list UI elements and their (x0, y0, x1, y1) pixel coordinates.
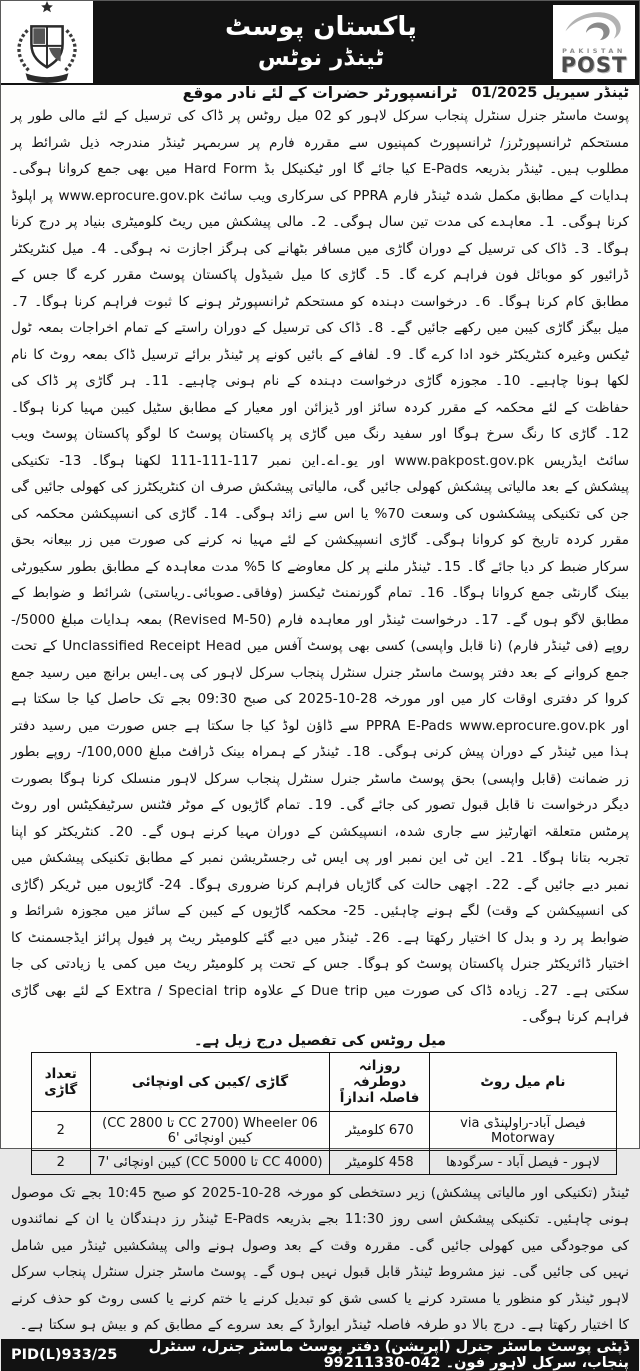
table-row (32, 1150, 617, 1174)
footer-pid-number: PID(L)933/25 (11, 1346, 118, 1363)
table-cell: 2 (32, 1150, 91, 1174)
table-cell: 458 کلومیٹر (330, 1150, 429, 1174)
routes-table (31, 1052, 617, 1175)
pakistan-post-logo (553, 5, 635, 79)
page-subtitle: ٹینڈر نوٹس (257, 44, 385, 71)
footer-office-text: ڈپٹی پوسٹ ماسٹر جنرل (آپریشن) دفتر پوسٹ ماسٹر جنرل، سنٹرل پنجاب، سرکل لاہور فون۔ 042-99211330 (148, 1338, 629, 1371)
meta-line (1, 85, 639, 101)
logo-brand-top: PAKISTAN (562, 47, 626, 55)
swan-swirl-icon (561, 8, 627, 46)
table-cell: فیصل آباد-راولپنڈی via Motorway (429, 1111, 616, 1150)
closing-paragraph: ٹینڈر (تکنیکی اور مالیاتی پیشکش) زیر دستخطی کو مورخہ 28-10-2025 کو صبح 10:45 بجے تک موصول ہونی چاہئیں۔ تکنیکی پیشکش اسی روز 11:30 بجے بذریعہ E-Pads ٹینڈر رز دہندگان یا ان کے نمائندوں کی موجودگی میں کھولی جائیں گی۔ مقررہ وقت کے بعد وصول ہونے والی پیشکشیں ٹینڈر میں شامل نہیں کی جائیں گی۔ نیز مشروط ٹینڈر قابل قبول نہیں ہوں گے۔ پوسٹ ماسٹر جنرل سنٹرل پنجاب سرکل لاہور ٹینڈر کو منظور یا مسترد کرنے یا کسی شق کو تبدیل کرنے یا ختم کرنے یا کسی روٹ کو حذف کرنے کا اختیار رکھتا ہے۔ درج بالا دو طرفہ فاصلہ ٹینڈر ایوارڈ کے بعد سروے کے مطابق کم و بیش ہو سکتا ہے۔ (11, 1184, 630, 1333)
government-emblem-box (1, 1, 93, 83)
table-row (32, 1111, 617, 1150)
headline: ٹرانسپورٹر حضرات کے لئے نادر موقع (182, 84, 458, 102)
tender-serial: ٹینڈر سیریل 01/2025 (471, 85, 629, 101)
title-banner (93, 1, 549, 83)
page-title: پاکستان پوسٹ (225, 12, 417, 43)
footer-bar (1, 1339, 639, 1371)
logo-brand-bottom: POST (560, 53, 628, 77)
col-route-name: نام میل روٹ (429, 1052, 616, 1111)
routes-table-intro: میل روٹس کی تفصیل درج زیل ہے۔ (193, 1032, 447, 1049)
table-header-row (32, 1052, 617, 1111)
tender-conditions-paragraph: پوسٹ ماسٹر جنرل سنٹرل پنجاب سرکل لاہور کو 02 میل روٹس پر ڈاک کی ترسیل کے لئے مالی طور پر مستحکم ٹرانسپورٹرز/ ٹرانسپورٹ کمپنیوں سے مقررہ فارم پر سربمہر ٹینڈر مندرجہ ذیل شرائط پر مطلوب ہیں۔ ٹینڈر بذریعہ E-Pads کیا جائے گا اور ٹیکنیکل بڈ Hard Form میں بھی جمع کروانا ہوگی۔ ہدایات کے مطابق مکمل شدہ ٹینڈر فارم PPRA کی سرکاری ویب سائٹ www.eprocure.gov.pk پر اپلوڈ کرنا ہوگی۔ 1۔ معاہدے کی مدت تین سال ہوگی۔ 2۔ مالی پیشکش میں ریٹ کلومیٹری بنیاد پر درج کرنا ہوگا۔ 3۔ ڈاک کی ترسیل کے دوران گاڑی میں مسافر بٹھانے کی ہرگز اجازت نہ ہوگی۔ 4۔ میل کنٹریکٹر ڈرائیور کو موبائل فون فراہم کرے گا۔ 5۔ گاڑی کا میل شیڈول پاکستان پوسٹ مقرر کرے گا جس کے مطابق کام کرنا ہوگا۔ 6۔ درخواست دہندہ کو مستحکم ٹرانسپورٹر ہونے کا ثبوت فراہم کرنا ہوگا۔ 7۔ میل بیگز گاڑی کیبن میں رکھے جائیں گے۔ 8۔ ڈاک کی ترسیل کے دوران راستے کے تمام اخراجات بمعہ ٹول ٹیکس وغیرہ کنٹریکٹر خود ادا کرے گا۔ 9۔ لفافے کے بائیں کونے پر ٹینڈر برائے ترسیل ڈاک بمعہ روٹ کا نام لکھا ہونا چاہیے۔ 10۔ مجوزہ گاڑی درخواست دہندہ کے نام ہونی چاہیے۔ 11۔ ہر گاڑی پر ڈاک کی حفاظت کے لئے محکمہ کے مقرر کردہ سائز اور ڈیزائن اور معیار کے مطابق سٹیل کیبن مہیا کرنا ہوگا۔ 12۔ گاڑی کا رنگ سرخ ہوگا اور سفید رنگ میں گاڑی پر پاکستان پوسٹ کا لوگو پاکستان پوسٹ ویب سائٹ ایڈریس www.pakpost.gov.pk اور یو۔اے۔این نمبر 117-111-111 لکھنا ہوگا۔ 13- تکنیکی پیشکش کے بعد مالیاتی پیشکش کھولی جائیں گی، مالیاتی پیشکش صرف ان کنٹریکٹرز کی کھولی جائیں گی جن کی تکنیکی پیشکشوں کی وسعت 70% یا اس سے زائد ہوگی۔ 14۔ گاڑی کی انسپیکشن محکمہ کی مقرر کردہ تاریخ کو کروانا ہوگی۔ گاڑی انسپیکشن کے لئے مہیا نہ کرنے کی صورت میں زر بیعانہ بحق سرکار ضبط کر دیا جائے گا۔ 15۔ ٹینڈر ملنے پر کل معاوضے کا 5% مدت معاہدہ کے مطابق بطور سکیورٹی بینک گارنٹی جمع کروانا ہوگا۔ 16۔ تمام گورنمنٹ ٹیکسز (وفاقی۔صوبائی۔ریاستی) شرائط و ضوابط کے مطابق لاگو ہوں گے۔ 17۔ درخواست ٹینڈر اور معاہدہ فارم (Revised M-50) بمعہ ہدایات مبلغ 5000/- روپے (فی ٹینڈر فارم) (نا قابل واپسی) کسی بھی پوسٹ آفس میں Unclassified Receipt Head کے تحت جمع کروانے کے بعد دفتر پوسٹ ماسٹر جنرل سنٹرل پنجاب سرکل لاہور کی پی۔ایس برانچ میں رسید جمع کروا کر دفتری اوقات کار میں اور مورخہ 28-10-2025 کی صبح 09:30 بجے تک حاصل کیا جا سکتا ہے اور PPRA E-Pads www.eprocure.gov.pk سے ڈاؤن لوڈ کیا جا سکتا ہے جس صورت میں رسید دفتر ہذا میں ٹینڈر کے دوران پیش کرنی ہوگی۔ 18۔ ٹینڈر کے ہمراہ بینک ڈرافٹ مبلغ 100,000/- روپے بطور زر ضمانت (قابل واپسی) بحق پوسٹ ماسٹر جنرل سنٹرل پنجاب سرکل لاہور منسلک کرنا ہوگا بصورت دیگر درخواست نا قابل قبول تصور کی جائے گی۔ 19۔ تمام گاڑیوں کے موٹر فٹنس سرٹیفکیٹس اور روٹ پرمٹس متعلقہ اتھارٹیز سے جاری شدہ، انسپیکشن کے دوران مہیا کرنے ہوں گے۔ 20۔ کنٹریکٹر کو اپنا تجربہ بتانا ہوگا۔ 21۔ این ٹی این نمبر اور پی ایس ٹی رجسٹریشن نمبر کے مطابق تکنیکی پیشکش میں نمبر دیے جائیں گے۔ 22۔ اچھی حالت کی گاڑیاں فراہم کرنا ضروری ہوگا۔ 24- گاڑیوں میں ٹریکر (گاڑی کی انسپیکشن کے وقت) لگے ہونے چاہئیں۔ 25- محکمہ گاڑیوں کے کیبن کے سائز میں مجوزہ شرائط و ضوابط پر رد و بدل کا اختیار رکھتا ہے۔ 26۔ ٹینڈر میں دیے گئے کلومیٹر ریٹ پر فیول پرائز ایڈجسمنٹ کا اختیار ڈائریکٹر جنرل پاکستان پوسٹ کو ہوگا۔ جس کے تحت پر کلومیٹر ریٹ میں کمی یا زیادتی کی جا سکتی ہے۔ 27۔ زیادہ ڈاک کی صورت میں Due trip کے علاوہ Extra / Special trip کے لئے بھی گاڑی فراہم کرنا ہوگی۔ (11, 108, 630, 1025)
header (1, 1, 639, 85)
routes-table-body (32, 1111, 617, 1174)
col-vehicle-count: تعداد گاڑی (32, 1052, 91, 1111)
col-vehicle-cabin-height: گاڑی /کیبن کی اونچائی (90, 1052, 330, 1111)
table-cell: لاہور - فیصل آباد - سرگودھا (429, 1150, 616, 1174)
pakistan-state-emblem-icon (8, 1, 86, 83)
table-cell: ‏(4000 CC تا 5000 CC) کیبن اونچائی '7 (90, 1150, 330, 1174)
routes-table-wrap (1, 1052, 639, 1175)
table-cell: 06 Wheeler ‏(2700 CC تا 2800 CC) کیبن اونچائی '6 (90, 1111, 330, 1150)
pakistan-post-logo-box (549, 1, 639, 83)
table-cell: 670 کلومیٹر (330, 1111, 429, 1150)
table-cell: 2 (32, 1111, 91, 1150)
col-daily-distance: روزانہ دوطرفہ فاصلہ اندازاً (330, 1052, 429, 1111)
